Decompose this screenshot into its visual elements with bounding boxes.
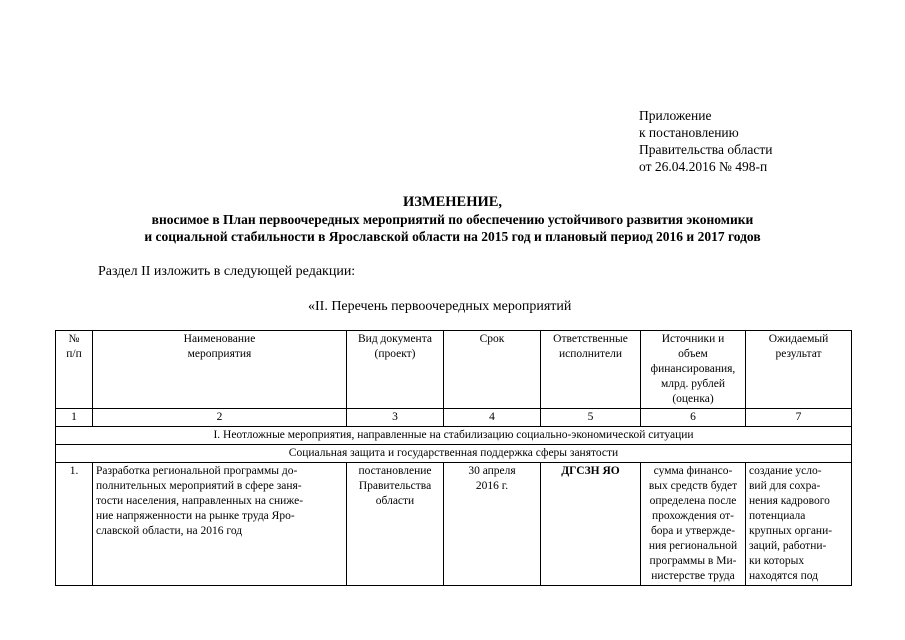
column-number: 2 [93,409,347,427]
title-heading: ИЗМЕНЕНИЕ, [402,194,503,210]
column-number: 6 [641,409,746,427]
header-num: № п/п [56,331,93,409]
column-number-row [56,409,852,427]
table-header-row [56,331,852,409]
row-doc: постановление Правительства области [347,463,444,586]
row-name: Разработка региональной программы до- полнительных мероприятий в сфере заня- тости населения, направленных на сниже- ние напряженности на рынке труда Яро- славской области, на 2016 год [93,463,347,586]
row-resp: ДГСЗН ЯО [541,463,641,586]
list-title: «II. Перечень первоочередных мероприятий [308,299,572,314]
header-result: Ожидаемый результат [746,331,852,409]
row-num: 1. [56,463,93,586]
measures-table [55,330,852,586]
section-row [56,427,852,445]
appendix-line: Правительства области [639,142,773,157]
column-number: 5 [541,409,641,427]
row-term: 30 апреля 2016 г. [444,463,541,586]
subsection-row [56,445,852,463]
column-number: 7 [746,409,852,427]
appendix-note [639,107,772,175]
header-fin: Источники и объем финансирования, млрд. рублей (оценка) [641,331,746,409]
header-name: Наименование мероприятия [93,331,347,409]
appendix-line: от 26.04.2016 № 498-п [639,159,768,174]
column-number: 4 [444,409,541,427]
column-number: 1 [56,409,93,427]
header-resp: Ответственные исполнители [541,331,641,409]
table-row [56,463,852,586]
title-line: вносимое в План первоочередных мероприятий по обеспечению устойчивого развития экономики [151,212,754,227]
title-line: и социальной стабильности в Ярославской области на 2015 год и плановый период 2016 и 2017 годов [144,229,761,244]
appendix-line: к постановлению [639,125,739,140]
document-title [0,194,905,245]
section-title: I. Неотложные мероприятия, направленные на стабилизацию социально-экономической ситуации [56,427,852,445]
column-number: 3 [347,409,444,427]
header-term: Срок [444,331,541,409]
subsection-title: Социальная защита и государственная поддержка сферы занятости [56,445,852,463]
intro-text: Раздел II изложить в следующей редакции: [98,264,356,279]
row-fin: сумма финансо- вых средств будет определена после прохождения от- бора и утвержде- ния региональной программы в Ми- нистерстве труда [641,463,746,586]
appendix-line: Приложение [639,108,712,123]
header-doc: Вид документа (проект) [347,331,444,409]
row-result: создание усло- вий для сохра- нения кадрового потенциала крупных органи- заций, работни- ки которых находятся под [746,463,852,586]
